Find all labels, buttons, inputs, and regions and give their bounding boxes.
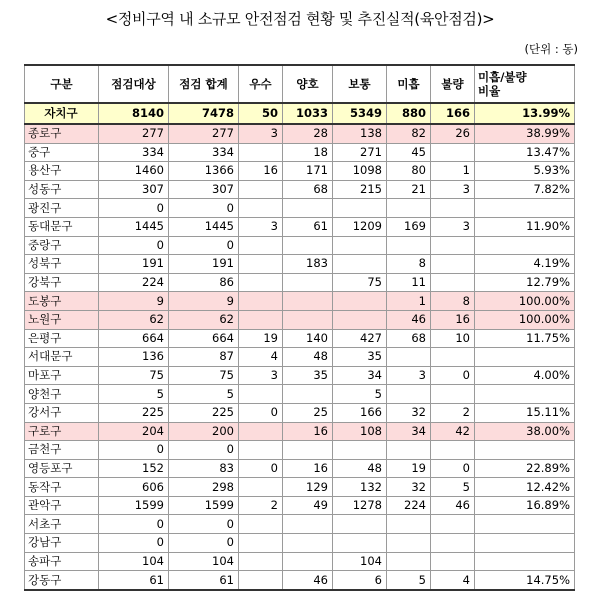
table-cell: 26 xyxy=(431,124,475,143)
table-cell: 1366 xyxy=(169,162,239,181)
table-cell: 8 xyxy=(431,292,475,311)
district-name: 서대문구 xyxy=(25,348,99,367)
table-cell: 28 xyxy=(283,124,333,143)
table-cell: 4 xyxy=(239,348,283,367)
table-cell: 35 xyxy=(283,366,333,385)
table-row xyxy=(25,236,575,255)
district-name: 용산구 xyxy=(25,162,99,181)
table-cell: 225 xyxy=(169,403,239,422)
table-cell: 75 xyxy=(333,273,387,292)
table-cell: 9 xyxy=(169,292,239,311)
table-cell xyxy=(431,143,475,162)
table-cell: 21 xyxy=(387,180,431,199)
table-cell: 9 xyxy=(99,292,169,311)
table-row xyxy=(25,571,575,590)
table-cell: 14.75% xyxy=(475,571,575,590)
table-cell: 104 xyxy=(169,552,239,571)
table-cell: 0 xyxy=(239,403,283,422)
table-cell: 12.42% xyxy=(475,478,575,497)
table-cell: 606 xyxy=(99,478,169,497)
table-cell: 46 xyxy=(283,571,333,590)
table-row xyxy=(25,273,575,292)
table-cell: 46 xyxy=(431,496,475,515)
table-cell xyxy=(283,310,333,329)
table-cell: 8 xyxy=(387,255,431,274)
district-name: 동대문구 xyxy=(25,217,99,236)
table-cell: 5 xyxy=(169,385,239,404)
total-cell: 5349 xyxy=(333,103,387,124)
table-cell: 1209 xyxy=(333,217,387,236)
total-cell: 8140 xyxy=(99,103,169,124)
table-cell: 16 xyxy=(283,422,333,441)
table-cell xyxy=(283,292,333,311)
table-row xyxy=(25,180,575,199)
table-row xyxy=(25,143,575,162)
table-cell: 104 xyxy=(99,552,169,571)
district-name: 구로구 xyxy=(25,422,99,441)
district-name: 성북구 xyxy=(25,255,99,274)
header-poor: 불량 xyxy=(431,65,475,103)
table-cell: 152 xyxy=(99,459,169,478)
table-row xyxy=(25,552,575,571)
district-name: 중랑구 xyxy=(25,236,99,255)
table-cell: 7.82% xyxy=(475,180,575,199)
table-cell xyxy=(333,515,387,534)
table-cell: 1599 xyxy=(99,496,169,515)
table-cell xyxy=(431,441,475,460)
table-cell: 62 xyxy=(169,310,239,329)
table-cell: 664 xyxy=(99,329,169,348)
table-cell: 0 xyxy=(239,459,283,478)
table-row xyxy=(25,217,575,236)
total-cell: 7478 xyxy=(169,103,239,124)
table-cell: 11 xyxy=(387,273,431,292)
table-cell: 334 xyxy=(169,143,239,162)
table-cell: 0 xyxy=(169,236,239,255)
table-cell: 4 xyxy=(431,571,475,590)
table-cell: 22.89% xyxy=(475,459,575,478)
table-cell xyxy=(475,348,575,367)
table-cell xyxy=(431,515,475,534)
table-cell: 1599 xyxy=(169,496,239,515)
table-cell: 11.90% xyxy=(475,217,575,236)
table-cell xyxy=(239,478,283,497)
table-cell: 169 xyxy=(387,217,431,236)
table-cell: 277 xyxy=(169,124,239,143)
header-insufficient: 미흡 xyxy=(387,65,431,103)
table-row xyxy=(25,199,575,218)
table-cell: 0 xyxy=(431,459,475,478)
table-cell: 100.00% xyxy=(475,292,575,311)
table-row xyxy=(25,348,575,367)
table-cell: 38.00% xyxy=(475,422,575,441)
table-cell: 19 xyxy=(387,459,431,478)
table-cell: 16 xyxy=(283,459,333,478)
table-cell: 12.79% xyxy=(475,273,575,292)
table-cell xyxy=(239,552,283,571)
table-cell: 0 xyxy=(99,236,169,255)
total-cell: 166 xyxy=(431,103,475,124)
table-cell xyxy=(283,441,333,460)
table-cell: 1445 xyxy=(99,217,169,236)
table-cell: 83 xyxy=(169,459,239,478)
total-cell: 13.99% xyxy=(475,103,575,124)
table-cell xyxy=(475,441,575,460)
table-cell xyxy=(431,348,475,367)
district-name: 양천구 xyxy=(25,385,99,404)
table-cell: 225 xyxy=(99,403,169,422)
district-name: 서초구 xyxy=(25,515,99,534)
header-inspected-total: 점검 합계 xyxy=(169,65,239,103)
table-cell xyxy=(239,515,283,534)
table-cell xyxy=(239,571,283,590)
table-cell: 307 xyxy=(169,180,239,199)
table-row xyxy=(25,255,575,274)
district-name: 중구 xyxy=(25,143,99,162)
table-cell xyxy=(431,255,475,274)
table-cell: 3 xyxy=(239,124,283,143)
table-cell xyxy=(283,515,333,534)
table-cell: 32 xyxy=(387,478,431,497)
table-cell xyxy=(387,552,431,571)
table-cell xyxy=(333,255,387,274)
table-cell: 3 xyxy=(239,217,283,236)
district-name: 종로구 xyxy=(25,124,99,143)
table-cell: 104 xyxy=(333,552,387,571)
table-cell: 298 xyxy=(169,478,239,497)
table-cell: 100.00% xyxy=(475,310,575,329)
table-cell xyxy=(333,236,387,255)
table-cell: 664 xyxy=(169,329,239,348)
table-cell: 25 xyxy=(283,403,333,422)
table-cell xyxy=(431,273,475,292)
table-cell xyxy=(475,552,575,571)
table-cell: 224 xyxy=(99,273,169,292)
district-name: 은평구 xyxy=(25,329,99,348)
table-cell xyxy=(333,534,387,553)
table-row xyxy=(25,459,575,478)
table-cell: 48 xyxy=(283,348,333,367)
table-cell xyxy=(387,385,431,404)
table-cell xyxy=(283,552,333,571)
table-cell xyxy=(475,236,575,255)
table-row xyxy=(25,366,575,385)
table-row xyxy=(25,403,575,422)
table-cell xyxy=(475,199,575,218)
table-cell: 16 xyxy=(239,162,283,181)
table-cell: 42 xyxy=(431,422,475,441)
table-cell: 427 xyxy=(333,329,387,348)
table-row xyxy=(25,422,575,441)
table-cell xyxy=(239,385,283,404)
table-cell: 86 xyxy=(169,273,239,292)
table-cell xyxy=(431,552,475,571)
total-cell: 1033 xyxy=(283,103,333,124)
table-cell: 0 xyxy=(99,515,169,534)
table-cell xyxy=(387,199,431,218)
page-title: <정비구역 내 소규모 안전점검 현황 및 추진실적(육안점검)> xyxy=(105,10,495,28)
table-cell: 271 xyxy=(333,143,387,162)
table-cell xyxy=(431,236,475,255)
table-cell: 5 xyxy=(431,478,475,497)
table-cell: 15.11% xyxy=(475,403,575,422)
table-cell xyxy=(239,534,283,553)
table-cell xyxy=(239,236,283,255)
header-row xyxy=(25,65,575,103)
table-cell: 16.89% xyxy=(475,496,575,515)
district-name: 성동구 xyxy=(25,180,99,199)
table-cell xyxy=(387,515,431,534)
table-row xyxy=(25,385,575,404)
district-name: 강북구 xyxy=(25,273,99,292)
table-cell xyxy=(283,273,333,292)
table-cell: 34 xyxy=(387,422,431,441)
total-cell: 880 xyxy=(387,103,431,124)
table-cell: 46 xyxy=(387,310,431,329)
table-cell: 87 xyxy=(169,348,239,367)
table-cell xyxy=(333,441,387,460)
table-cell xyxy=(239,255,283,274)
table-cell: 1098 xyxy=(333,162,387,181)
table-cell: 48 xyxy=(333,459,387,478)
table-cell: 0 xyxy=(169,441,239,460)
table-cell xyxy=(387,534,431,553)
table-cell: 1 xyxy=(431,162,475,181)
table-cell xyxy=(387,441,431,460)
table-row xyxy=(25,329,575,348)
table-cell xyxy=(283,534,333,553)
table-cell xyxy=(239,273,283,292)
table-cell: 61 xyxy=(169,571,239,590)
table-cell: 224 xyxy=(387,496,431,515)
table-cell: 4.00% xyxy=(475,366,575,385)
district-name: 노원구 xyxy=(25,310,99,329)
unit-label: (단위 : 동) xyxy=(524,42,578,56)
table-cell xyxy=(333,292,387,311)
table-cell xyxy=(387,348,431,367)
table-cell: 129 xyxy=(283,478,333,497)
table-cell: 200 xyxy=(169,422,239,441)
table-cell xyxy=(387,236,431,255)
table-cell: 171 xyxy=(283,162,333,181)
table-cell: 108 xyxy=(333,422,387,441)
district-name: 강동구 xyxy=(25,571,99,590)
table-cell: 61 xyxy=(283,217,333,236)
table-cell xyxy=(239,292,283,311)
table-cell: 82 xyxy=(387,124,431,143)
district-name: 강서구 xyxy=(25,403,99,422)
table-row xyxy=(25,496,575,515)
table-cell xyxy=(475,515,575,534)
table-cell xyxy=(239,422,283,441)
table-cell: 61 xyxy=(99,571,169,590)
table-cell: 0 xyxy=(169,515,239,534)
table-cell: 0 xyxy=(99,534,169,553)
table-cell: 183 xyxy=(283,255,333,274)
table-cell xyxy=(333,199,387,218)
district-name: 강남구 xyxy=(25,534,99,553)
table-cell xyxy=(283,385,333,404)
table-cell: 0 xyxy=(99,441,169,460)
table-cell: 1445 xyxy=(169,217,239,236)
table-cell: 136 xyxy=(99,348,169,367)
header-rate: 미흡/불량 비율 xyxy=(475,65,575,103)
table-row xyxy=(25,534,575,553)
district-name: 광진구 xyxy=(25,199,99,218)
table-cell: 18 xyxy=(283,143,333,162)
table-cell: 3 xyxy=(431,180,475,199)
table-cell: 16 xyxy=(431,310,475,329)
table-cell: 5.93% xyxy=(475,162,575,181)
table-cell xyxy=(283,236,333,255)
table-cell xyxy=(475,385,575,404)
table-cell xyxy=(239,180,283,199)
table-cell xyxy=(431,534,475,553)
table-cell: 68 xyxy=(283,180,333,199)
table-row xyxy=(25,292,575,311)
table-cell: 2 xyxy=(431,403,475,422)
table-cell xyxy=(239,199,283,218)
total-row xyxy=(25,103,575,124)
table-row xyxy=(25,124,575,143)
table-cell: 35 xyxy=(333,348,387,367)
table-cell: 140 xyxy=(283,329,333,348)
table-cell xyxy=(431,199,475,218)
table-cell: 49 xyxy=(283,496,333,515)
table-cell: 334 xyxy=(99,143,169,162)
table-cell: 19 xyxy=(239,329,283,348)
table-cell: 5 xyxy=(333,385,387,404)
table-cell: 13.47% xyxy=(475,143,575,162)
district-name: 도봉구 xyxy=(25,292,99,311)
inspection-table xyxy=(24,64,575,591)
table-row xyxy=(25,162,575,181)
table-cell: 307 xyxy=(99,180,169,199)
table-cell: 3 xyxy=(239,366,283,385)
total-label: 자치구 xyxy=(25,103,99,124)
table-cell: 3 xyxy=(387,366,431,385)
district-name: 금천구 xyxy=(25,441,99,460)
table-cell: 5 xyxy=(99,385,169,404)
table-cell: 34 xyxy=(333,366,387,385)
table-cell xyxy=(475,534,575,553)
table-cell: 0 xyxy=(169,534,239,553)
table-cell: 5 xyxy=(387,571,431,590)
district-name: 동작구 xyxy=(25,478,99,497)
table-cell: 32 xyxy=(387,403,431,422)
table-cell xyxy=(239,310,283,329)
total-cell: 50 xyxy=(239,103,283,124)
table-cell: 191 xyxy=(99,255,169,274)
table-row xyxy=(25,441,575,460)
table-cell: 1278 xyxy=(333,496,387,515)
table-cell: 38.99% xyxy=(475,124,575,143)
table-cell xyxy=(283,199,333,218)
header-normal: 보통 xyxy=(333,65,387,103)
table-cell: 6 xyxy=(333,571,387,590)
table-row xyxy=(25,515,575,534)
table-cell: 11.75% xyxy=(475,329,575,348)
table-cell: 4.19% xyxy=(475,255,575,274)
table-cell: 62 xyxy=(99,310,169,329)
header-district: 구분 xyxy=(25,65,99,103)
table-row xyxy=(25,310,575,329)
table-cell xyxy=(239,441,283,460)
table-cell: 204 xyxy=(99,422,169,441)
table-cell: 132 xyxy=(333,478,387,497)
table-cell: 1 xyxy=(387,292,431,311)
table-cell: 138 xyxy=(333,124,387,143)
district-name: 관악구 xyxy=(25,496,99,515)
table-cell xyxy=(239,143,283,162)
header-excellent: 우수 xyxy=(239,65,283,103)
table-cell: 75 xyxy=(99,366,169,385)
table-cell: 1460 xyxy=(99,162,169,181)
district-name: 영등포구 xyxy=(25,459,99,478)
table-cell: 80 xyxy=(387,162,431,181)
table-cell: 0 xyxy=(431,366,475,385)
table-cell: 68 xyxy=(387,329,431,348)
table-cell: 277 xyxy=(99,124,169,143)
district-name: 송파구 xyxy=(25,552,99,571)
table-cell xyxy=(431,385,475,404)
table-row xyxy=(25,478,575,497)
district-name: 마포구 xyxy=(25,366,99,385)
table-cell: 2 xyxy=(239,496,283,515)
table-cell: 3 xyxy=(431,217,475,236)
table-cell: 166 xyxy=(333,403,387,422)
table-cell: 215 xyxy=(333,180,387,199)
header-good: 양호 xyxy=(283,65,333,103)
header-target: 점검대상 xyxy=(99,65,169,103)
table-cell: 10 xyxy=(431,329,475,348)
table-cell: 0 xyxy=(99,199,169,218)
table-cell: 45 xyxy=(387,143,431,162)
table-cell: 0 xyxy=(169,199,239,218)
table-cell xyxy=(333,310,387,329)
table-cell: 191 xyxy=(169,255,239,274)
table-cell: 75 xyxy=(169,366,239,385)
